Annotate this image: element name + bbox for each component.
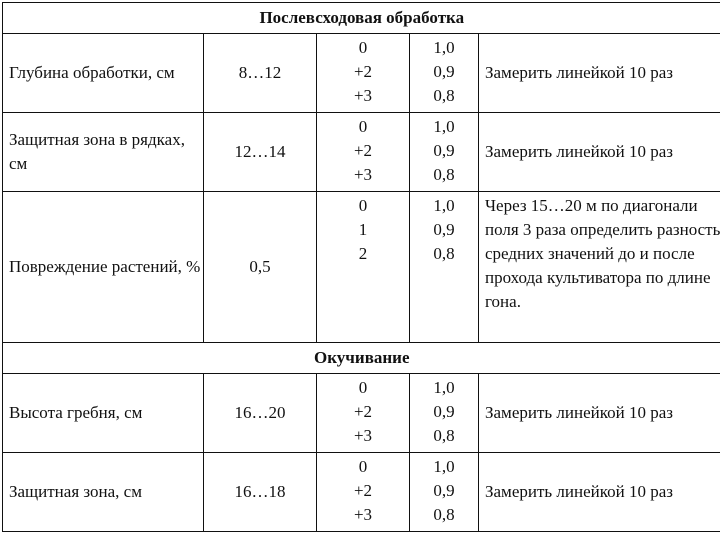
coefficient-value: 0,9: [433, 141, 455, 160]
deviation-cell: [317, 34, 410, 113]
deviation-value: 1: [358, 220, 368, 239]
parameter-cell: Защитная зона в рядках, см: [3, 113, 204, 192]
parameter-cell: Повреждение растений, %: [3, 192, 204, 343]
norm-cell: 16…20: [204, 374, 317, 453]
coefficient-value: 1,0: [433, 38, 455, 57]
section-header-row: [3, 3, 720, 34]
deviation-value: +2: [353, 141, 373, 160]
coefficient-value: 0,8: [433, 426, 455, 445]
parameter-cell: Высота гребня, см: [3, 374, 204, 453]
deviation-cell: [317, 192, 410, 343]
coefficient-value: 0,8: [433, 86, 455, 105]
coefficient-cell: [410, 192, 479, 343]
deviation-value: 0: [358, 196, 368, 215]
norm-cell: 8…12: [204, 34, 317, 113]
coefficient-value: 0,9: [433, 481, 455, 500]
table-row: [3, 453, 720, 532]
quality-assessment-table: [2, 2, 720, 532]
section-header-row: [3, 343, 720, 374]
coefficient-value: 0,9: [433, 62, 455, 81]
coefficient-value: 0,9: [433, 220, 455, 239]
deviation-value: 0: [358, 378, 368, 397]
norm-cell: 16…18: [204, 453, 317, 532]
deviation-value: 2: [358, 244, 368, 263]
coefficient-value: 0,8: [433, 244, 455, 263]
deviation-value: 0: [358, 457, 368, 476]
coefficient-value: 0,8: [433, 165, 455, 184]
table-row: [3, 374, 720, 453]
coefficient-value: 1,0: [433, 378, 455, 397]
deviation-value: +3: [353, 165, 373, 184]
deviation-value: +3: [353, 426, 373, 445]
coefficient-cell: [410, 453, 479, 532]
section-title: Окучивание: [3, 343, 720, 374]
norm-cell: 0,5: [204, 192, 317, 343]
deviation-value: 0: [358, 117, 368, 136]
section-title: Послевсходовая обработка: [3, 3, 720, 34]
coefficient-value: 1,0: [433, 457, 455, 476]
coefficient-cell: [410, 34, 479, 113]
deviation-value: +3: [353, 505, 373, 524]
norm-cell: 12…14: [204, 113, 317, 192]
coefficient-cell: [410, 113, 479, 192]
deviation-value: +3: [353, 86, 373, 105]
coefficient-value: 0,9: [433, 402, 455, 421]
coefficient-value: 0,8: [433, 505, 455, 524]
table-row: [3, 34, 720, 113]
deviation-cell: [317, 113, 410, 192]
method-cell: Замерить линейкой 10 раз: [479, 34, 720, 113]
parameter-cell: Глубина обработки, см: [3, 34, 204, 113]
deviation-value: +2: [353, 481, 373, 500]
parameter-cell: Защитная зона, см: [3, 453, 204, 532]
table-row: [3, 192, 720, 343]
deviation-cell: [317, 374, 410, 453]
coefficient-value: 1,0: [433, 117, 455, 136]
method-cell: Через 15…20 м по диагонали поля 3 раза определить разность средних значений до и после прохода культиватора по длине гона.: [479, 192, 720, 343]
coefficient-cell: [410, 374, 479, 453]
method-cell: Замерить линейкой 10 раз: [479, 374, 720, 453]
coefficient-value: 1,0: [433, 196, 455, 215]
table-row: [3, 113, 720, 192]
method-cell: Замерить линейкой 10 раз: [479, 113, 720, 192]
method-cell: Замерить линейкой 10 раз: [479, 453, 720, 532]
deviation-value: 0: [358, 38, 368, 57]
deviation-cell: [317, 453, 410, 532]
deviation-value: +2: [353, 62, 373, 81]
deviation-value: +2: [353, 402, 373, 421]
